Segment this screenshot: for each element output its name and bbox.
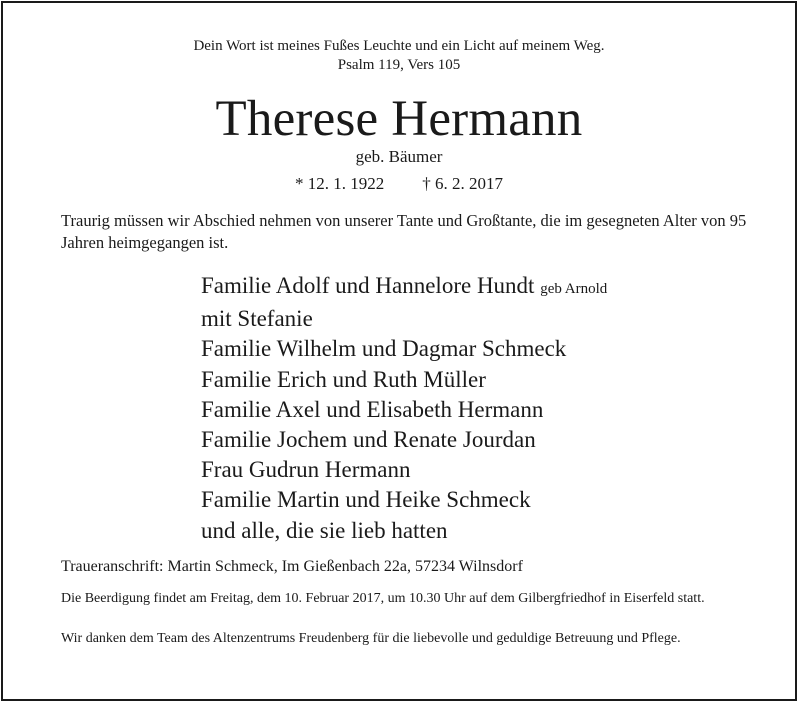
mourner-line: Familie Wilhelm und Dagmar Schmeck	[201, 336, 567, 362]
mourner-line	[201, 271, 607, 304]
intro-text: Traurig müssen wir Abschied nehmen von unserer Tante und Großtante, die im gesegneten Alter von 95 Jahren heimgegangen ist.	[61, 211, 747, 252]
maiden-name: geb. Bäumer	[355, 147, 443, 166]
mourner-line: Familie Jochem und Renate Jourdan	[201, 427, 536, 453]
mourner-line: mit Stefanie	[201, 306, 313, 332]
birth-date: * 12. 1. 1922	[295, 174, 385, 193]
verse-reference: Psalm 119, Vers 105	[337, 57, 461, 73]
obituary-notice	[1, 1, 797, 701]
deceased-name: Therese Hermann	[215, 91, 583, 147]
mourners-list	[201, 271, 607, 546]
mourner-line: Frau Gudrun Hermann	[201, 457, 411, 483]
mourner-name: Familie Adolf und Hannelore Hundt	[201, 273, 535, 298]
thanks-text: Wir danken dem Team des Altenzentrums Freudenberg für die liebevolle und geduldige Betreuung und Pflege.	[61, 631, 681, 646]
life-dates	[3, 174, 795, 194]
funeral-info: Die Beerdigung findet am Freitag, dem 10. Februar 2017, um 10.30 Uhr auf dem Gilbergfriedhof in Eiserfeld statt.	[61, 591, 705, 606]
mourning-address: Traueranschrift: Martin Schmeck, Im Gießenbach 22a, 57234 Wilnsdorf	[61, 558, 523, 575]
bible-verse	[3, 37, 795, 75]
mourner-line: Familie Erich und Ruth Müller	[201, 366, 486, 392]
mourner-line: und alle, die sie lieb hatten	[201, 517, 448, 543]
mourner-line: Familie Axel und Elisabeth Hermann	[201, 396, 544, 422]
mourner-line: Familie Martin und Heike Schmeck	[201, 487, 531, 513]
mourner-name-suffix: geb Arnold	[540, 281, 608, 297]
death-date: † 6. 2. 2017	[422, 174, 503, 193]
verse-text: Dein Wort ist meines Fußes Leuchte und ein Licht auf meinem Weg.	[193, 38, 605, 54]
